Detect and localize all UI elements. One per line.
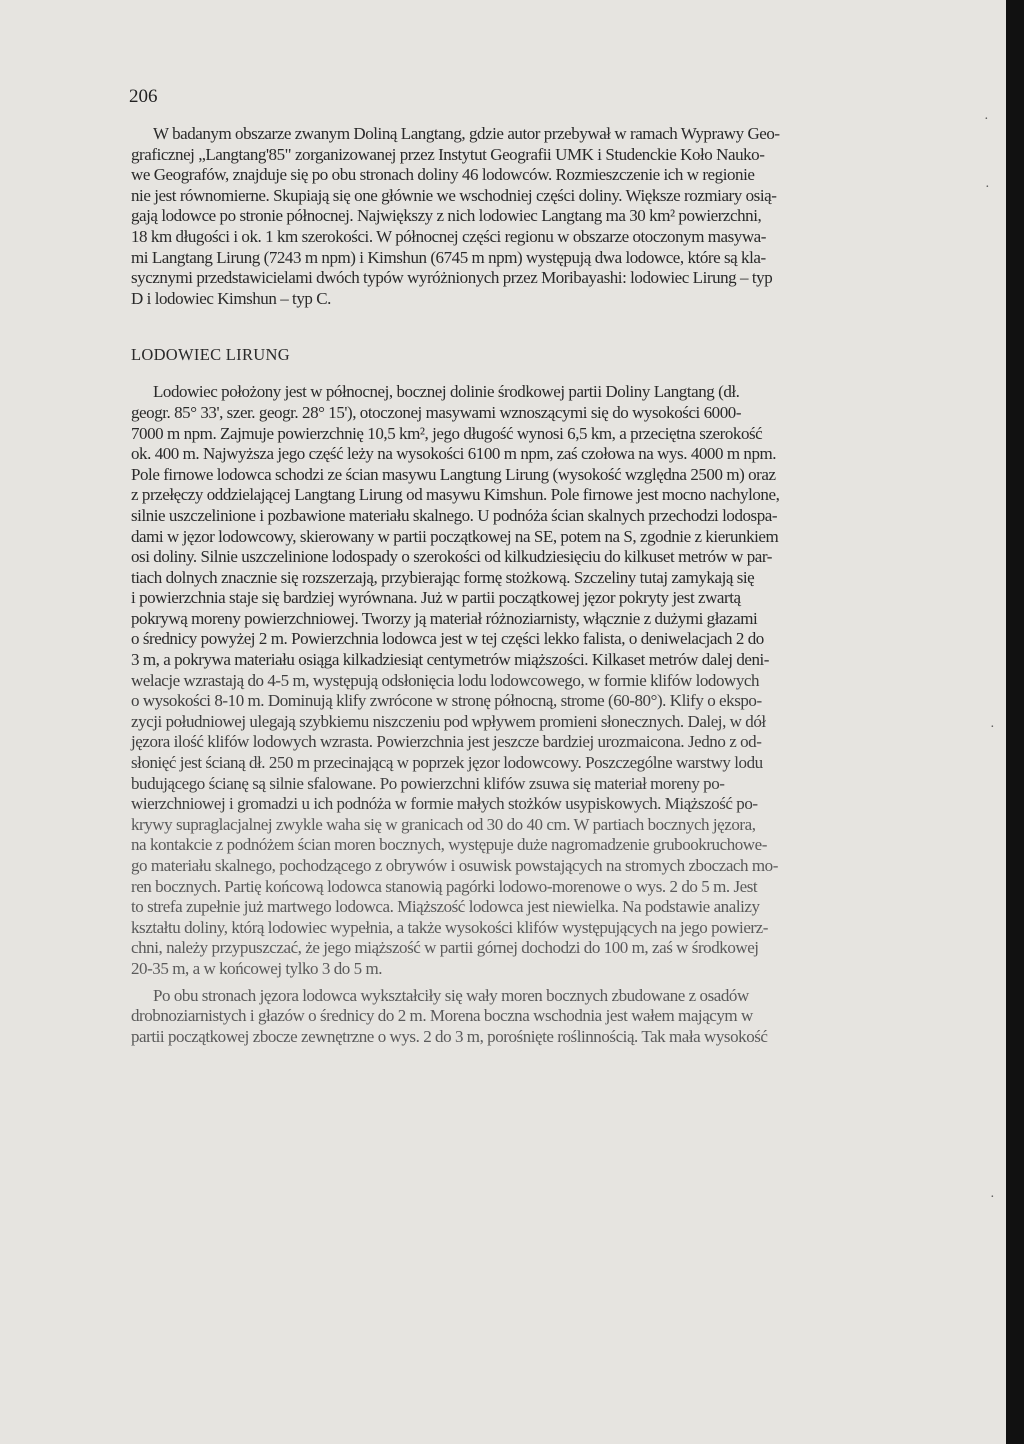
text-line: o średnicy powyżej 2 m. Powierzchnia lodowca jest w tej części lekko falista, o deniwelacjach 2 do [131, 629, 764, 649]
text-line: wierzchniowej i gromadzi u ich podnóża w formie małych stożków usypiskowych. Miąższość po- [131, 794, 758, 814]
text-line: mi Langtang Lirung (7243 m npm) i Kimshun (6745 m npm) występują dwa lodowce, które są kla- [131, 247, 766, 267]
text-line: 20-35 m, a w końcowej tylko 3 do 5 m. [131, 958, 383, 978]
text-line: D i lodowiec Kimshun – typ C. [131, 288, 331, 308]
text-line: ren bocznych. Partię końcową lodowca stanowią pagórki lodowo-morenowe o wys. 2 do 5 m. Jest [131, 876, 758, 896]
text-line: słonięć jest ścianą dł. 250 m przecinającą w poprzek jęzor lodowcowy. Poszczególne warstwy lodu [131, 753, 763, 773]
text-line: 3 m, a pokrywa materiału osiąga kilkadziesiąt centymetrów miąższości. Kilkaset metrów dalej deni- [131, 650, 770, 670]
text-line: zycji południowej ulegają szybkiemu niszczeniu pod wpływem promieni słonecznych. Dalej, w dół [131, 711, 766, 731]
text-line: welacje wzrastają do 4-5 m, występują odsłonięcia lodu lodowcowego, w formie klifów lodowych [131, 670, 760, 690]
text-line: W badanym obszarze zwanym Doliną Langtang, gdzie autor przebywał w ramach Wyprawy Geo- [153, 124, 780, 143]
text-line: o wysokości 8-10 m. Dominują klify zwrócone w stronę północną, strome (60-80°). Klify o ekspo- [131, 691, 762, 711]
scan-edge [1006, 0, 1024, 1444]
text-line: kształtu doliny, którą lodowiec wypełnia, a także wysokości klifów występujących na jego powierz- [131, 917, 768, 937]
text-line: budującego ścianę są silnie sfalowane. Po powierzchni klifów zsuwa się materiał moreny po- [131, 773, 725, 793]
text-line: geogr. 85° 33', szer. geogr. 28° 15'), otoczonej masywami wznoszącymi się do wysokości 6000- [131, 402, 742, 422]
page-number: 206 [129, 86, 158, 107]
text-line: gają lodowce po stronie północnej. Największy z nich lodowiec Langtang ma 30 km² powierzchni, [131, 206, 762, 226]
text-line: to strefa zupełnie już martwego lodowca. Miąższość lodowca jest niewielka. Na podstawie analizy [131, 897, 760, 917]
text-line: tiach dolnych znacznie się rozszerzają, przybierając formę stożkową. Szczeliny tutaj zamykają się [131, 567, 755, 587]
scan-speck: · [984, 112, 989, 127]
text-line: Pole firnowe lodowca schodzi ze ścian masywu Langtung Lirung (wysokość względna 2500 m) oraz [131, 464, 776, 484]
text-line: i powierzchnia staje się bardziej wyrównana. Już w partii początkowej jęzor pokryty jest zwartą [131, 588, 741, 608]
intro-paragraph [131, 124, 899, 309]
text-line: silnie uszczelinione i pozbawione materiału skalnego. U podnóża ścian skalnych przechodzi lodospa- [131, 505, 778, 525]
text-line: Lodowiec położony jest w północnej, bocznej dolinie środkowej partii Doliny Langtang (dł. [153, 382, 740, 402]
scan-speck: · [985, 180, 990, 195]
text-line: z przełęczy oddzielającej Langtang Lirung od masywu Kimshun. Pole firnowe jest mocno nachylone, [131, 485, 780, 505]
text-line: na kontakcie z podnóżem ścian moren bocznych, występuje duże nagromadzenie grubookruchowe- [131, 835, 767, 855]
text-line: go materiału skalnego, pochodzącego z obrywów i osuwisk powstających na stromych zboczach mo- [131, 856, 778, 875]
text-line: osi doliny. Silnie uszczelinione lodospady o szerokości od kilkudziesięciu do kilkuset metrów w par- [131, 547, 772, 567]
text-line: sycznymi przedstawicielami dwóch typów wyróżnionych przez Moribayashi: lodowiec Lirung – typ [131, 268, 773, 288]
text-line: krywy supraglacjalnej zwykle waha się w granicach od 30 do 40 cm. W partiach bocznych jęzora, [131, 814, 756, 834]
text-line: jęzora ilość klifów lodowych wzrasta. Powierzchnia jest jeszcze bardziej urozmaicona. Jedno z od- [131, 732, 762, 752]
text-line: pokrywą moreny powierzchniowej. Tworzy ją materiał różnoziarnisty, włącznie z dużymi głazami [131, 608, 758, 628]
text-line: we Geografów, znajduje się po obu stronach doliny 46 lodowców. Rozmieszczenie ich w regionie [131, 165, 755, 185]
scan-speck: · [990, 720, 995, 735]
text-line: 7000 m npm. Zajmuje powierzchnię 10,5 km², jego długość wynosi 6,5 km, a przeciętna szerokość [131, 423, 763, 443]
text-line: chni, należy przypuszczać, że jego miąższość w partii górnej dochodzi do 100 m, zaś w środkowej [131, 938, 759, 958]
text-line: dami w jęzor lodowcowy, skierowany w partii początkowej na SE, potem na S, zgodnie z kierunkiem [131, 526, 779, 546]
text-line: graficznej „Langtang'85" zorganizowanej przez Instytut Geografii UMK i Studenckie Koło Nauko- [131, 144, 765, 164]
text-line: 18 km długości i ok. 1 km szerokości. W północnej części regionu w obszarze otoczonym masywa- [131, 226, 766, 246]
text-line: drobnoziarnistych i głazów o średnicy do 2 m. Morena boczna wschodnia jest wałem mającym w [131, 1006, 753, 1026]
page-content [131, 86, 899, 1047]
section-paragraph [131, 986, 899, 1048]
scan-speck: · [990, 1190, 995, 1205]
text-line: nie jest równomierne. Skupiają się one głównie we wschodniej części doliny. Większe rozmiary osią- [131, 185, 777, 205]
text-line: ok. 400 m. Najwyższa jego część leży na wysokości 6100 m npm, zaś czołowa na wys. 4000 m npm. [131, 444, 777, 464]
section-paragraph [131, 382, 899, 979]
section-heading: LODOWIEC LIRUNG [131, 345, 290, 365]
text-line: Po obu stronach jęzora lodowca wykształciły się wały moren bocznych zbudowane z osadów [153, 985, 749, 1005]
text-line: partii początkowej zbocze zewnętrzne o wys. 2 do 3 m, porośnięte roślinnością. Tak mała wysokość [131, 1026, 768, 1046]
